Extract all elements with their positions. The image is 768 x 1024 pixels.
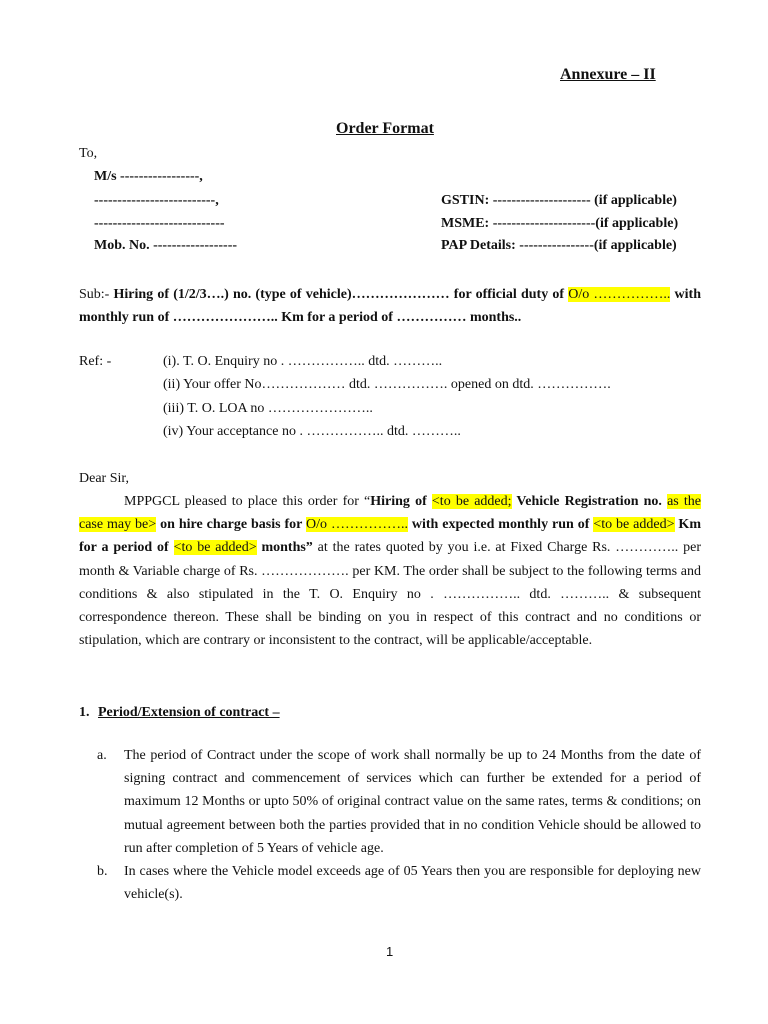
addressee-name: M/s -----------------,: [94, 169, 203, 184]
address-line-3: ----------------------------: [94, 216, 225, 231]
address-line-2: --------------------------,: [94, 193, 219, 208]
reference-label: Ref: -: [79, 354, 112, 369]
body-highlight-1: <to be added;: [431, 494, 512, 509]
list-item: [97, 860, 701, 906]
subject-text-2: with monthly run of ………………….. Km for a period of …………… months..: [79, 287, 701, 325]
body-text-5: Km for a period of: [79, 517, 701, 556]
salutation: Dear Sir,: [79, 471, 129, 486]
body-text-7: at the rates quoted by you i.e. at Fixed Charge Rs. ………….. per month & Variable charge of Rs. ………………. per KM. The order shall be subject to the following terms and conditions & also stipulated in the T. O. Enquiry no . …………….. dtd. ……….. & subsequent correspondence thereon. These shall be binding on you in respect of this contract and no conditions or stipulation, which are contrary or inconsistent to the contract, will be applicable/acceptable.: [79, 540, 702, 649]
list-item-marker: a.: [97, 748, 107, 763]
page-number: 1: [386, 944, 394, 959]
body-paragraph: [79, 490, 701, 652]
body-highlight-3: O/o ……………..: [306, 517, 408, 533]
annexure-label: Annexure – II: [560, 66, 656, 83]
body-text-4: with expected monthly run of: [407, 517, 594, 533]
list-item-marker: b.: [97, 864, 108, 880]
list-item-text: The period of Contract under the scope of work shall normally be up to 24 Months from the date of signing contract and commencement of services which can further be extended for a period of maximum 12 Months or upto 50% of original contract value on the same rates, terms & conditions; on mutual agreement between both the parties provided that in no condition Vehicle should be allowed to run after completion of 5 Years of vehicle age.: [124, 748, 701, 856]
body-text-6: months”: [256, 540, 313, 556]
subject-text-1: Hiring of (1/2/3….) no. (type of vehicle)………………… for official duty of: [113, 287, 569, 302]
body-highlight-4: <to be added>: [593, 517, 675, 533]
subject-highlight-office: O/o ……………..: [568, 287, 671, 302]
section-1-heading: [79, 705, 280, 721]
reference-item-3: (iii) T. O. LOA no …………………..: [163, 401, 373, 416]
body-highlight-2: as the case may be>: [79, 494, 701, 533]
subject-label: Sub:-: [79, 287, 114, 302]
subject-paragraph: [79, 283, 701, 329]
reference-item-2: (ii) Your offer No……………… dtd. ……………. opened on dtd. …………….: [163, 377, 611, 392]
body-highlight-5: <to be added>: [173, 540, 257, 556]
section-1-number: 1.: [79, 705, 90, 720]
pap-details-field: PAP Details: ----------------(if applicable): [441, 238, 677, 253]
to-label: To,: [79, 146, 98, 161]
list-item: [97, 744, 701, 860]
msme-field: MSME: ----------------------(if applicable): [441, 216, 679, 231]
section-1-list: [97, 744, 701, 906]
reference-item-1: (i). T. O. Enquiry no . …………….. dtd. ………..: [163, 354, 443, 369]
section-1-title: Period/Extension of contract –: [98, 705, 280, 720]
body-text-1: Hiring of: [370, 494, 432, 509]
list-item-text: In cases where the Vehicle model exceeds age of 05 Years then you are responsible for deploying new vehicle(s).: [124, 864, 701, 903]
body-text-3: on hire charge basis for: [156, 517, 307, 533]
mobile-number: Mob. No. ------------------: [94, 238, 238, 253]
body-text-2: Vehicle Registration no.: [511, 494, 668, 509]
document-title: Order Format: [336, 120, 434, 137]
gstin-field: GSTIN: --------------------- (if applicable): [441, 193, 677, 208]
reference-item-4: (iv) Your acceptance no . …………….. dtd. ………..: [163, 424, 461, 439]
body-text-0: MPPGCL pleased to place this order for “: [124, 494, 371, 509]
